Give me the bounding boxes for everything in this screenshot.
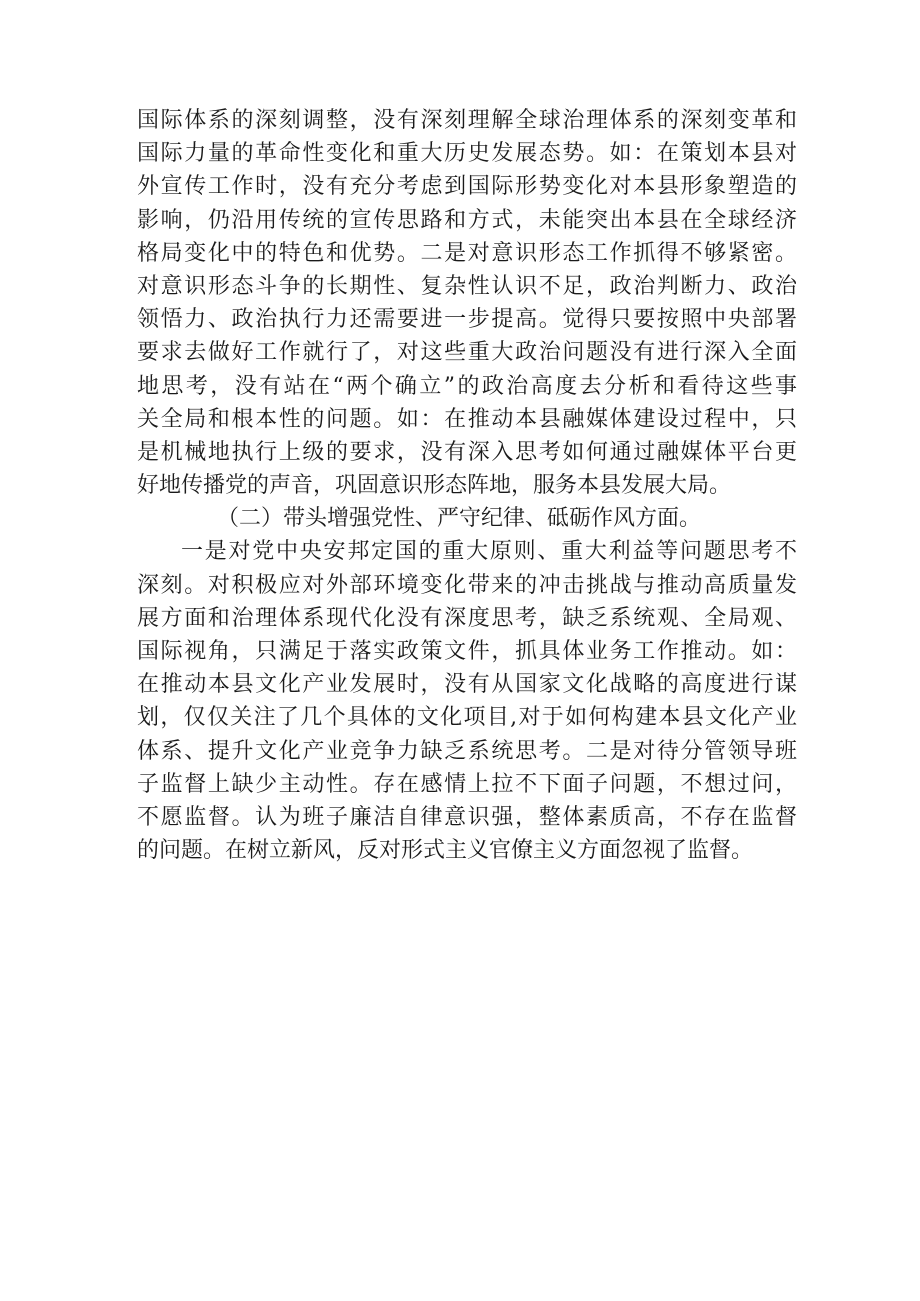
paragraph-line: 划，仅仅关注了几个具体的文化项目,对于如何构建本县文化产业 <box>137 705 797 731</box>
paragraph-line: 一是对党中央安邦定国的重大原则、重大利益等问题思考不 <box>181 539 797 565</box>
paragraph-line: 国际力量的革命性变化和重大历史发展态势。如：在策划本县对 <box>137 141 797 167</box>
paragraph-line: 关全局和根本性的问题。如：在推动本县融媒体建设过程中，只 <box>137 406 797 432</box>
paragraph-line: 国际体系的深刻调整，没有深刻理解全球治理体系的深刻变革和 <box>137 108 797 133</box>
document-body <box>137 104 797 867</box>
paragraph-line: 子监督上缺少主动性。存在感情上拉不下面子问题，不想过问， <box>137 771 797 797</box>
paragraph-line: 格局变化中的特色和优势。二是对意识形态工作抓得不够紧密。 <box>137 240 797 266</box>
paragraph-line: 国际视角，只满足于落实政策文件，抓具体业务工作推动。如： <box>137 639 797 664</box>
section-heading: （二）带头增强党性、严守纪律、砥砺作风方面。 <box>217 506 702 532</box>
paragraph-line: 在推动本县文化产业发展时，没有从国家文化战略的高度进行谋 <box>137 672 797 698</box>
paragraph-line: 好地传播党的声音，巩固意识形态阵地，服务本县发展大局。 <box>137 473 732 499</box>
paragraph-line: 展方面和治理体系现代化没有深度思考，缺乏系统观、全局观、 <box>137 605 797 631</box>
paragraph-line: 对意识形态斗争的长期性、复杂性认识不足，政治判断力、政治 <box>137 273 797 299</box>
paragraph-line: 不愿监督。认为班子廉洁自律意识强，整体素质高，不存在监督 <box>137 804 797 830</box>
paragraph-line: 外宣传工作时，没有充分考虑到国际形势变化对本县形象塑造的 <box>137 174 797 200</box>
paragraph-line: 影响，仍沿用传统的宣传思路和方式，未能突出本县在全球经济 <box>137 207 797 233</box>
paragraph-line: 体系、提升文化产业竞争力缺乏系统思考。二是对待分管领导班 <box>137 738 797 764</box>
paragraph-line: 的问题。在树立新风，反对形式主义官僚主义方面忽视了监督。 <box>137 838 754 864</box>
paragraph-line: 要求去做好工作就行了，对这些重大政治问题没有进行深入全面 <box>137 340 797 366</box>
paragraph-line: 领悟力、政治执行力还需要进一步提高。觉得只要按照中央部署 <box>137 307 797 333</box>
paragraph-line: 深刻。对积极应对外部环境变化带来的冲击挑战与推动高质量发 <box>137 572 797 598</box>
paragraph-line: 是机械地执行上级的要求，没有深入思考如何通过融媒体平台更 <box>137 439 797 465</box>
paragraph-line: 地思考，没有站在“两个确立”的政治高度去分析和看待这些事 <box>137 373 797 399</box>
